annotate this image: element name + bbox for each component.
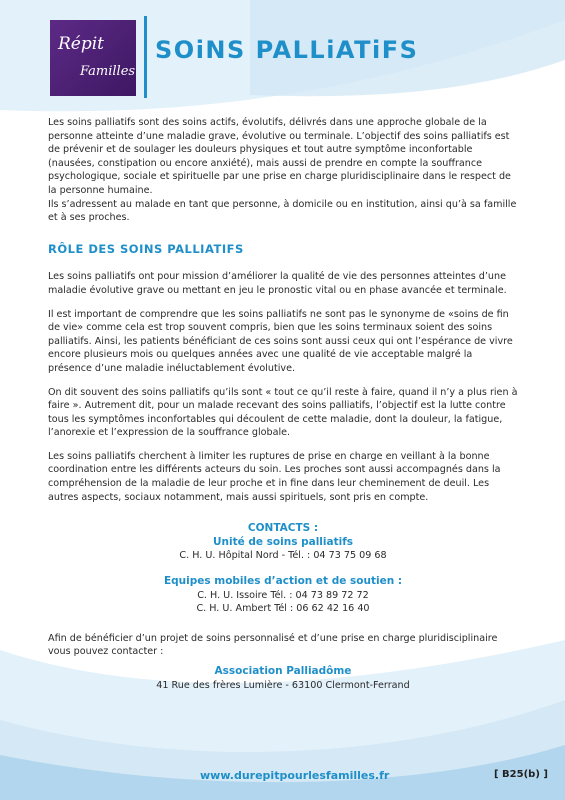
paragraph-1: Les soins palliatifs ont pour mission d’améliorer la qualité de vie des personnes atteintes d’une maladie évolutive grave ou mettant en jeu le pronostic vital ou en phase avancée et terminale. xyxy=(48,271,507,296)
paragraph-3: On dit souvent des soins palliatifs qu’ils sont « tout ce qu’il reste à faire, quand il n’y a plus rien à faire ». Autrement dit, pour un malade recevant des soins palliatifs, l’objectif est la lutte contre tous les symptômes inconfortables qui découlent de cette maladie, dont la douleur, la fatigue, l’anorexie et l’expression de la souffrance globale. xyxy=(48,386,518,439)
paragraph-4: Les soins palliatifs cherchent à limiter les ruptures de prise en charge en veillant à la bonne coordination entre les différents acteurs du soin. Les proches sont aussi accompagnés dans la compréhension de la maladie de leur proche et in fine dans leur cheminement de deuil. Les autres aspects, sociaux notamment, mais aussi spirituels, sont pris en compte. xyxy=(48,450,501,503)
mobile-phone-ambert: C. H. U. Ambert Tél : 06 62 42 16 40 xyxy=(196,603,370,615)
logo-text-2: Familles xyxy=(80,64,136,79)
page-reference: [ B25(b) ] xyxy=(494,769,548,780)
contacts-block xyxy=(48,522,518,616)
mobile-teams-title: Equipes mobiles d’action et de soutien : xyxy=(163,575,403,588)
contacts-heading: CONTACTS : xyxy=(247,522,319,535)
section-heading: RÔLE DES SOINS PALLIATIFS xyxy=(48,241,244,256)
association-block xyxy=(48,665,518,692)
website-link[interactable]: www.durepitpourlesfamilles.fr xyxy=(200,769,390,782)
association-name: Association Palliadôme xyxy=(214,665,352,677)
intro-paragraph-1: Les soins palliatifs sont des soins actifs, évolutifs, délivrés dans une approche globale de la personne atteinte d’une maladie grave, évolutive ou terminale. L’objectif des soins palliatifs est de prévenir et de soulager les douleurs physiques et tout autre symptôme inconfortable (nausées, constipation ou encore anxiété), mais aussi de prendre en compte la souffrance psychologique, sociale et spirituelle par une prise en charge pluridisciplinaire dans le respect de la personne humaine. xyxy=(48,117,511,196)
main-content xyxy=(48,116,518,692)
mobile-phone-issoire: C. H. U. Issoire Tél. : 04 73 89 72 72 xyxy=(197,589,369,601)
paragraph-2: Il est important de comprendre que les soins palliatifs ne sont pas le synonyme de «soins de fin de vie» comme cela est trop souvent compris, bien que les soins terminaux soient des soins palliatifs. Ainsi, les patients bénéficiant de ces soins sont aussi ceux qui ont l’espérance de vivre encore plusieurs mois ou quelques années avec une qualité de vie acceptable malgré la présence d’une maladie inéluctablement évolutive. xyxy=(48,308,513,374)
association-address: 41 Rue des frères Lumière - 63100 Clermont-Ferrand xyxy=(156,679,410,691)
closing-paragraph: Afin de bénéficier d’un projet de soins personnalisé et d’une prise en charge pluridisciplinaire vous pouvez contacter : xyxy=(48,632,498,658)
unit-title: Unité de soins palliatifs xyxy=(212,535,354,548)
unit-phone: C. H. U. Hôpital Nord - Tél. : 04 73 75 09 68 xyxy=(179,550,387,562)
logo xyxy=(50,20,136,96)
intro-paragraph-2: Ils s’adressent au malade en tant que personne, à domicile ou en institution, ainsi qu’à sa famille et à ses proches. xyxy=(48,198,517,224)
logo-text-1: Répit xyxy=(58,34,105,54)
title-divider xyxy=(144,16,147,98)
page-title: SOiNS PALLiATiFS xyxy=(155,36,419,64)
